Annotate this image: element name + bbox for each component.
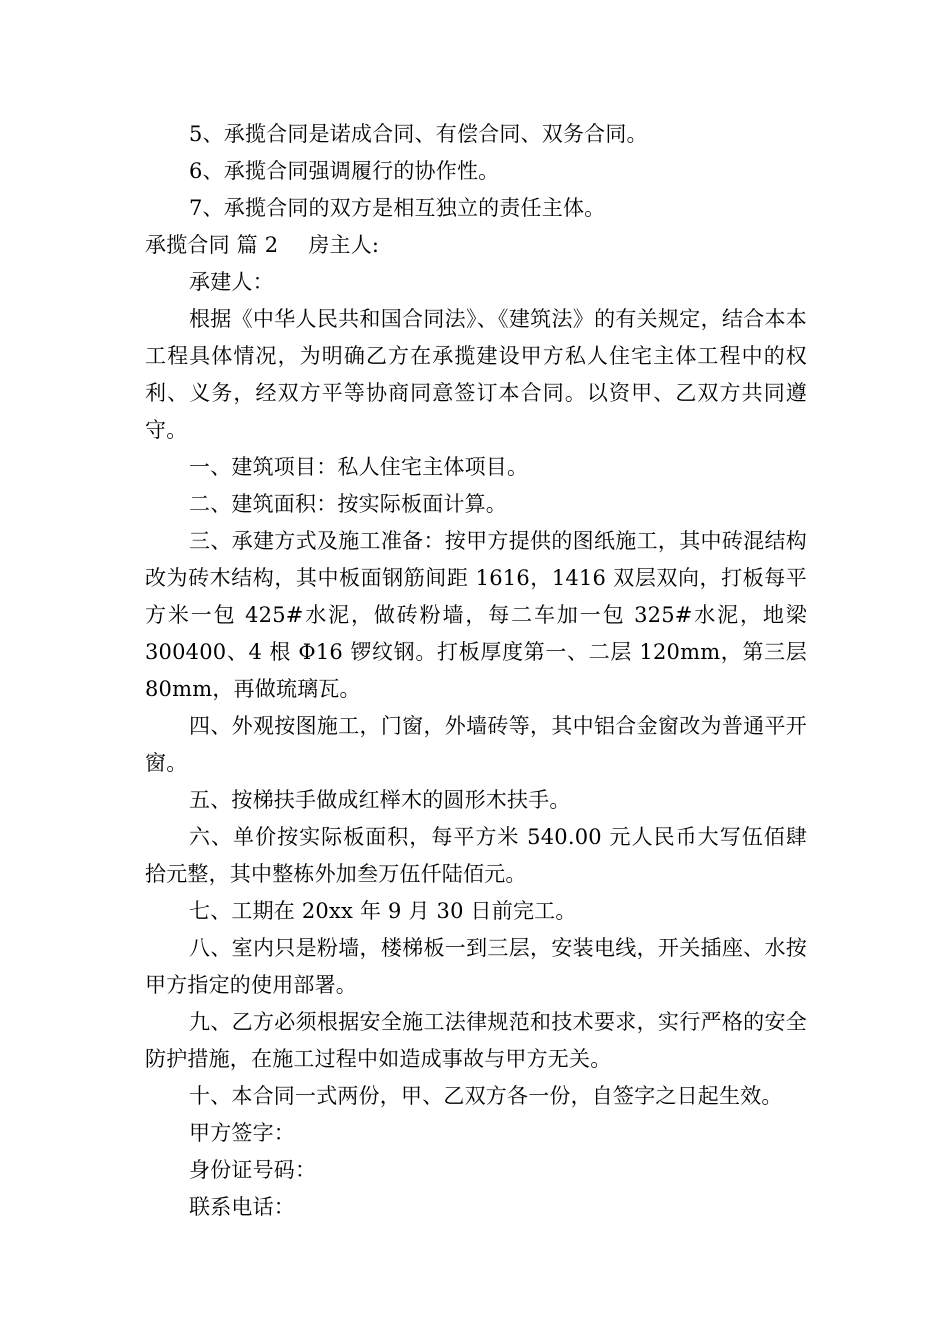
item-1: 一、建筑项目：私人住宅主体项目。 [189, 455, 529, 479]
document-body [145, 116, 807, 1226]
section-heading: 承揽合同 篇 2 [145, 233, 279, 257]
item-10: 十、本合同一式两份，甲、乙双方各一份，自签字之日起生效。 [189, 1084, 783, 1108]
owner-label: 房主人: [308, 233, 380, 257]
item-9: 九、乙方必须根据安全施工法律规范和技术要求，实行严格的安全防护措施，在施工过程中如造成事故与甲方无关。 [145, 1010, 807, 1071]
item-4: 四、外观按图施工，门窗，外墙砖等，其中铝合金窗改为普通平开窗。 [145, 714, 807, 775]
section-heading-line [145, 227, 807, 264]
phone-field: 联系电话： [189, 1195, 295, 1219]
clause-6: 6、承揽合同强调履行的协作性。 [189, 159, 500, 183]
item-6: 六、单价按实际板面积，每平方米 540.00 元人民币大写伍佰肆拾元整，其中整栋外加叁万伍仟陆佰元。 [145, 825, 807, 886]
item-3: 三、承建方式及施工准备：按甲方提供的图纸施工，其中砖混结构改为砖木结构，其中板面钢筋间距 1616，1416 双层双向，打板每平方米一包 425#水泥，做砖粉墙，每二车加一包 325#水泥，地梁300400、4 根 Φ16 锣纹钢。打板厚度第一、二层 120mm，第三层80mm，再做琉璃瓦。 [145, 529, 807, 701]
item-2: 二、建筑面积：按实际板面计算。 [189, 492, 507, 516]
party-a-signature: 甲方签字： [189, 1121, 295, 1145]
clause-7: 7、承揽合同的双方是相互独立的责任主体。 [189, 196, 606, 220]
item-8: 八、室内只是粉墙，楼梯板一到三层，安装电线，开关插座、水按甲方指定的使用部署。 [145, 936, 807, 997]
builder-label: 承建人： [189, 270, 274, 294]
intro-paragraph: 根据《中华人民共和国合同法》、《建筑法》的有关规定，结合本本工程具体情况，为明确乙方在承揽建设甲方私人住宅主体工程中的权利、义务，经双方平等协商同意签订本合同。以资甲、乙双方共同遵守。 [145, 307, 807, 442]
item-7: 七、工期在 20xx 年 9 月 30 日前完工。 [189, 899, 577, 923]
clause-5: 5、承揽合同是诺成合同、有偿合同、双务合同。 [189, 122, 648, 146]
item-5: 五、按梯扶手做成红榉木的圆形木扶手。 [189, 788, 571, 812]
id-number-field: 身份证号码： [189, 1158, 317, 1182]
